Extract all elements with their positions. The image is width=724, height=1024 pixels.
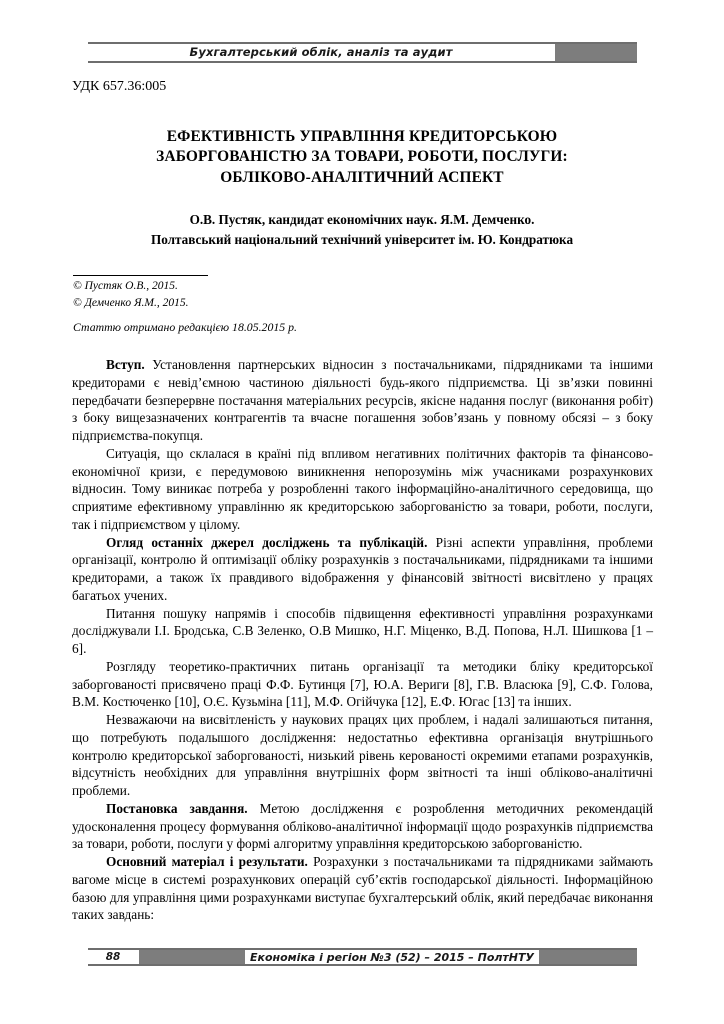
paragraph (72, 534, 653, 605)
footer-journal-line: Економіка і регіон №3 (52) – 2015 – ПолтНТУ (249, 950, 534, 964)
page-footer (88, 948, 637, 966)
author-line: О.В. Пустяк, кандидат економічних наук. Я.М. Демченко. (189, 212, 535, 227)
paragraph-text: Питання пошуку напрямів і способів підвищення ефективності управління розрахунками досліджували І.І. Бродська, С.В Зеленко, О.В Мишко, Н.Г. Міценко, В.Д. Попова, Н.Л. Шишкова [1 – 6]. (72, 605, 653, 656)
paragraph (72, 711, 653, 800)
footer-gray-block-left (138, 950, 246, 964)
copyright-divider (73, 275, 208, 276)
paragraph-text: Різні аспекти управління, проблеми організації, контролю й оптимізації обліку розрахунків з постачальниками, підрядниками та іншими кредиторами, а також їх правдивого відображення у фінансовій звітності висвітлено у працях багатьох учених. (72, 534, 653, 603)
paragraph-lead: Огляд останніх джерел досліджень та публікацій. (106, 534, 428, 550)
footer-gray-block-right (538, 950, 637, 964)
title-line-3: ОБЛІКОВО-АНАЛІТИЧНИЙ АСПЕКТ (220, 168, 504, 186)
page-title (72, 127, 652, 188)
paragraph (72, 356, 653, 445)
paragraph-lead: Вступ. (106, 357, 145, 372)
article-body (72, 356, 653, 924)
copyright-line-1: © Пустяк О.В., 2015. (73, 280, 178, 292)
paragraph (72, 800, 653, 853)
paragraph-lead: Постановка завдання. (106, 800, 248, 816)
title-line-2: ЗАБОРГОВАНІСТЮ ЗА ТОВАРИ, РОБОТИ, ПОСЛУГИ: (156, 148, 568, 166)
running-head-gray-block (554, 44, 637, 61)
author-block (72, 210, 652, 251)
udc-code: УДК 657.36:005 (72, 79, 167, 94)
paragraph-text: Ситуація, що склалася в країні під впливом негативних політичних факторів та фінансово-економічної кризи, є передумовою виникнення непорозумінь між учасниками розрахункових відносин. Тому виникає потреба у розробленні такого інформаційно-аналітичного середовища, що сприятиме ефективному управлінню як кредиторською заборгованістю за товари, роботи, послуги, так і підприємством у цілому. (72, 445, 653, 532)
copyright-block (73, 278, 188, 311)
title-line-1: ЕФЕКТИВНІСТЬ УПРАВЛІННЯ КРЕДИТОРСЬКОЮ (166, 128, 558, 145)
paragraph-text: Установлення партнерських відносин з постачальниками, підрядниками та іншими кредиторами є невід’ємною частиною діяльності будь-якого підприємства. Ці зв’язки повинні передбачати безперервне постачання матеріальних ресурсів, якісне надання послуг (виконання робіт) з боку вищезазначених контрагентів та вчасне погашення зобов’язань у повному обсязі – з боку підприємства-покупця. (72, 357, 653, 443)
running-head (88, 42, 637, 63)
paragraph (72, 605, 653, 658)
paragraph-text: Розгляду теоретико-практичних питань організації та методики бліку кредиторської заборгованості присвячено праці Ф.Ф. Бутинця [7], Ю.А. Вериги [8], Г.В. Власюка [9], С.Ф. Голова, В.М. Костюченко [10], О.Є. Кузьміна [11], М.Ф. Огійчука [12], Е.Ф. Югас [13] та інших. (72, 658, 653, 710)
paragraph-text: Незважаючи на висвітленість у наукових працях цих проблем, і надалі залишаються питання, що потребують подалышого дослідження: недостатньо ефективна організація внутрішнього контролю кредиторської заборгованості, низький рівень керованості окремими етапами розрахунків, відсутність необхідних для управління внутрішніх форм звітності та інші обліково-аналітичні проблеми. (72, 712, 653, 798)
paragraph-lead: Основний матеріал і результати. (106, 854, 308, 869)
copyright-line-2: © Демченко Я.М., 2015. (73, 296, 189, 309)
paragraph (72, 658, 653, 711)
paragraph-text: Метою дослідження є розроблення методичних рекомендацій удосконалення процесу формування обліково-аналітичної інформації щодо розрахунків підприємства за товари, роботи, послуги у формі алгоритму управління кредиторською заборгованістю. (72, 800, 654, 852)
paragraph-text: Розрахунки з постачальниками та підрядниками займають вагоме місце в системі розрахункових операцій суб’єктів господарської діяльності. Інформаційною базою для управління цими розрахунками виступає бухгалтерський облік, який передбачає виконання таких завдань: (72, 854, 653, 923)
paragraph (72, 445, 653, 534)
running-head-title: Бухгалтерський облік, аналіз та аудит (189, 45, 453, 59)
affiliation-line: Полтавський національний технічний університет ім. Ю. Кондратюка (150, 232, 574, 248)
paragraph (72, 853, 653, 924)
received-date: Статтю отримано редакцією 18.05.2015 р. (73, 320, 297, 334)
page-number: 88 (105, 951, 121, 963)
